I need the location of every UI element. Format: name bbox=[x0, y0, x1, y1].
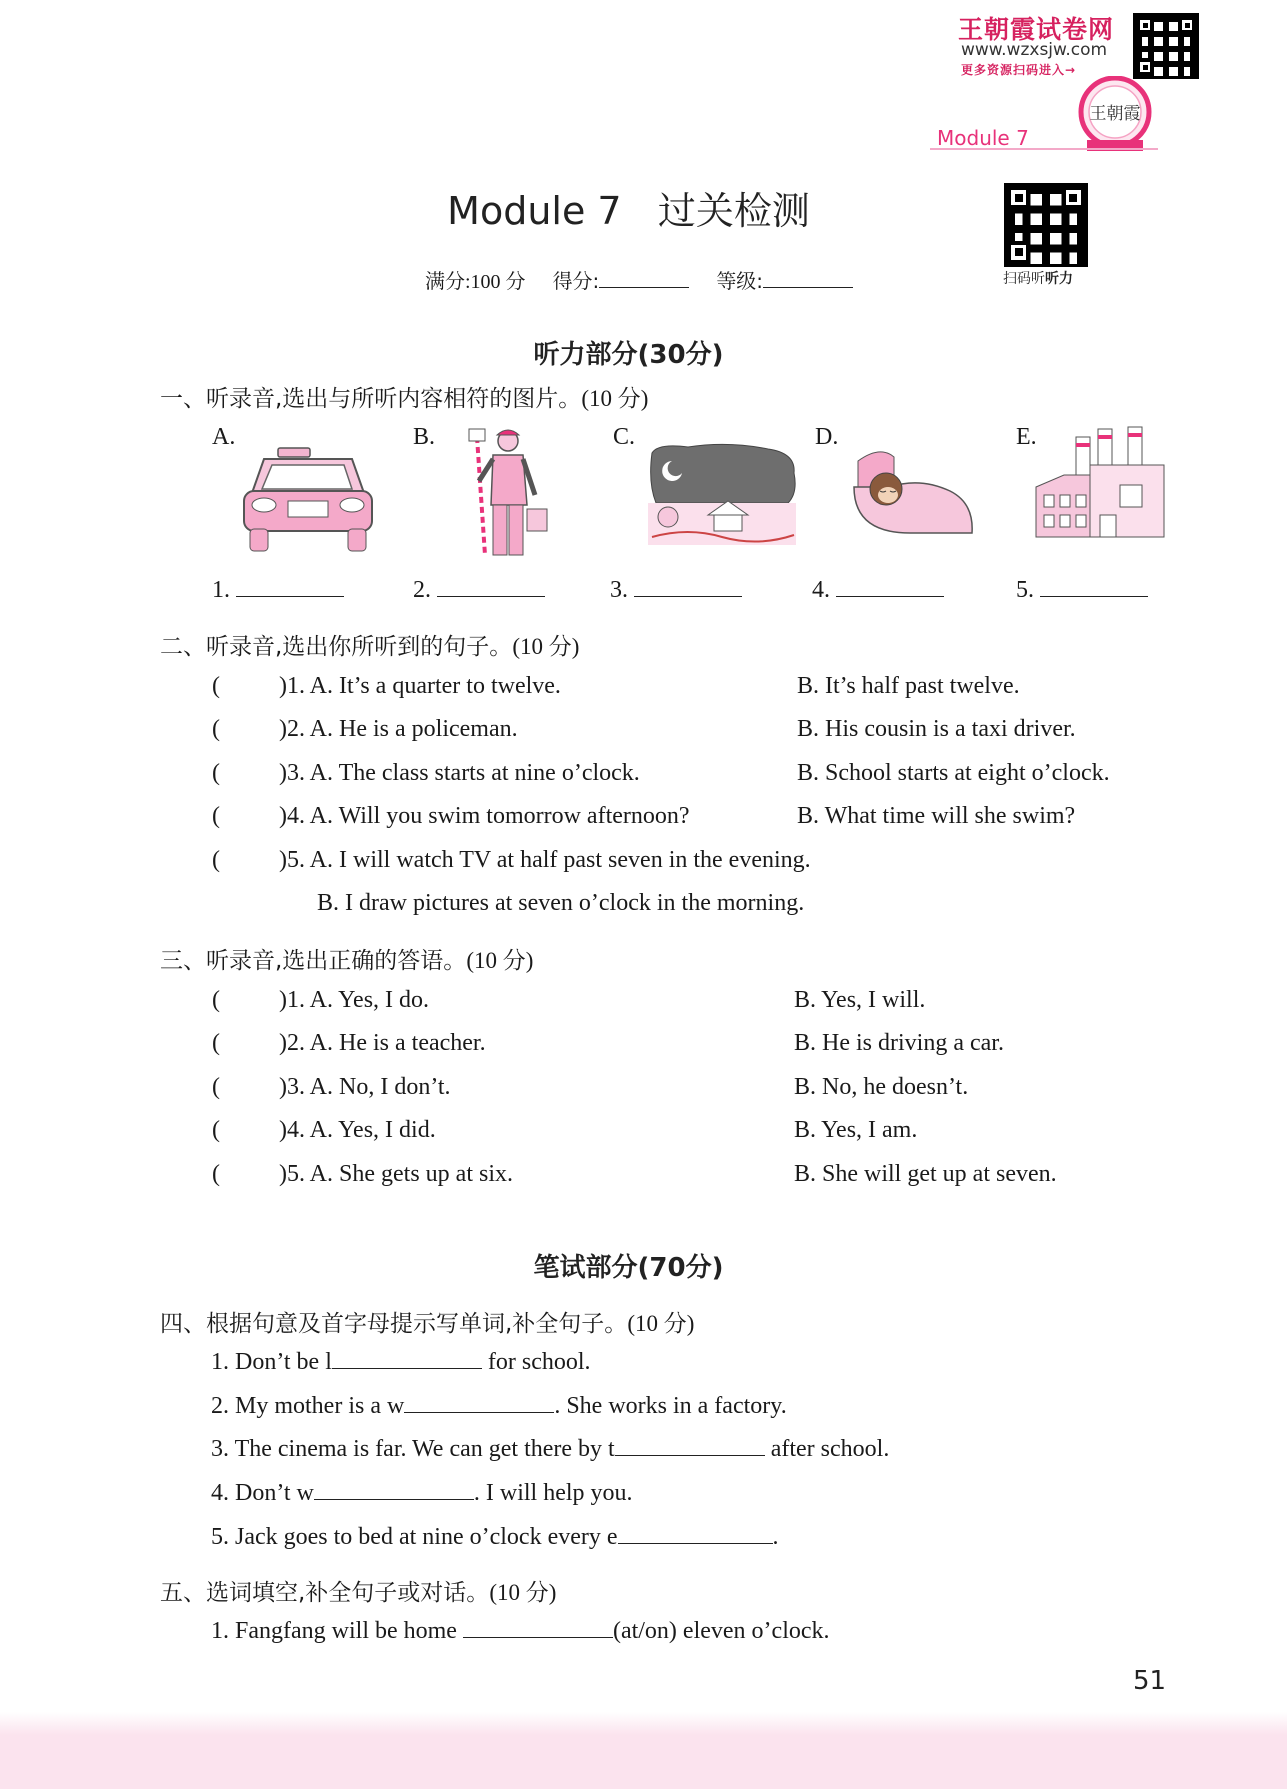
answer-line[interactable] bbox=[236, 596, 344, 597]
sec3-q4-b: B. Yes, I am. bbox=[794, 1117, 918, 1143]
sec1-blank-2 bbox=[413, 577, 545, 604]
blank-label: 2. bbox=[413, 577, 431, 603]
sec4-points: (10 分) bbox=[627, 1311, 695, 1336]
brand-qr-icon[interactable] bbox=[1133, 13, 1199, 79]
sec3-paren-3[interactable]: ( bbox=[212, 1074, 220, 1100]
q-post: (at/on) eleven o’clock. bbox=[612, 1618, 830, 1644]
night-icon bbox=[648, 443, 796, 545]
q-pre: 4. Don’t w bbox=[211, 1480, 314, 1506]
got-label: 得分: bbox=[552, 269, 600, 293]
brand-hint: 更多资源扫码进入→ bbox=[961, 63, 1077, 77]
sec3-q4-a: )4. A. Yes, I did. bbox=[279, 1117, 436, 1143]
sec3-paren-4[interactable]: ( bbox=[212, 1117, 220, 1143]
sec1-blank-5 bbox=[1016, 577, 1148, 604]
score-line bbox=[425, 265, 853, 294]
sec4-q4 bbox=[211, 1480, 633, 1507]
sec3-title: 三、听录音,选出正确的答语。 bbox=[160, 948, 467, 974]
sec3-paren-1[interactable]: ( bbox=[212, 987, 220, 1013]
sec4-q1 bbox=[211, 1349, 591, 1376]
page-number: 51 bbox=[1133, 1666, 1167, 1696]
brand-url[interactable]: www.wzxsjw.com bbox=[961, 40, 1108, 60]
qr-caption-a: 扫码听 bbox=[1003, 271, 1045, 287]
brand-name: 王朝霞试卷网 bbox=[958, 15, 1115, 44]
q-post: after school. bbox=[764, 1436, 890, 1462]
sec4-q3 bbox=[211, 1436, 889, 1463]
answer-line[interactable] bbox=[314, 1499, 474, 1500]
sec2-paren-1[interactable]: ( bbox=[212, 673, 220, 699]
sec1-heading bbox=[160, 380, 648, 413]
sec3-points: (10 分) bbox=[466, 948, 534, 973]
q-post: . She works in a factory. bbox=[554, 1393, 787, 1419]
q-pre: 2. My mother is a w bbox=[211, 1393, 405, 1419]
sec2-points: (10 分) bbox=[512, 634, 580, 659]
answer-line[interactable] bbox=[615, 1455, 765, 1456]
seal-icon bbox=[1072, 76, 1158, 156]
sec2-q5-b: B. I draw pictures at seven o’clock in the morning. bbox=[317, 890, 805, 916]
sec3-q1-a: )1. A. Yes, I do. bbox=[279, 987, 430, 1013]
q-post: . I will help you. bbox=[473, 1480, 633, 1506]
sec3-paren-2[interactable]: ( bbox=[212, 1030, 220, 1056]
sec2-q3-b: B. School starts at eight o’clock. bbox=[797, 760, 1110, 786]
full-score: 满分:100 分 bbox=[425, 271, 526, 293]
sec2-heading bbox=[160, 628, 579, 661]
sec2-paren-4[interactable]: ( bbox=[212, 803, 220, 829]
sec3-q2-a: )2. A. He is a teacher. bbox=[279, 1030, 486, 1056]
taxi-icon bbox=[240, 445, 375, 555]
sec1-blank-1 bbox=[212, 577, 344, 604]
writing-heading: 笔试部分(70分) bbox=[533, 1253, 724, 1283]
sec5-q1 bbox=[211, 1618, 830, 1645]
answer-line[interactable] bbox=[404, 1412, 554, 1413]
sec3-paren-5[interactable]: ( bbox=[212, 1161, 220, 1187]
sec3-q5-b: B. She will get up at seven. bbox=[794, 1161, 1057, 1187]
sec3-q2-b: B. He is driving a car. bbox=[794, 1030, 1004, 1056]
sec1-title: 一、听录音,选出与所听内容相符的图片。 bbox=[160, 386, 582, 412]
answer-line[interactable] bbox=[332, 1368, 482, 1369]
answer-line[interactable] bbox=[618, 1543, 773, 1544]
pic-letter-b: B. bbox=[413, 424, 436, 450]
grade-label: 等级: bbox=[716, 269, 764, 293]
q-pre: 3. The cinema is far. We can get there by t bbox=[211, 1436, 615, 1462]
blank-label: 3. bbox=[610, 577, 628, 603]
answer-line[interactable] bbox=[634, 596, 742, 597]
sec5-heading bbox=[160, 1574, 556, 1607]
page-title: Module 7 过关检测 bbox=[447, 189, 810, 233]
sec2-q2-b: B. His cousin is a taxi driver. bbox=[797, 716, 1076, 742]
sec2-q1-a: )1. A. It’s a quarter to twelve. bbox=[279, 673, 561, 699]
q-pre: 1. Fangfang will be home bbox=[211, 1618, 463, 1644]
sec2-paren-3[interactable]: ( bbox=[212, 760, 220, 786]
pic-letter-c: C. bbox=[613, 424, 636, 450]
sec1-blank-3 bbox=[610, 577, 742, 604]
sec2-q5-a: )5. A. I will watch TV at half past seven in the evening. bbox=[279, 847, 811, 873]
sec3-q3-a: )3. A. No, I don’t. bbox=[279, 1074, 451, 1100]
sec1-blank-4 bbox=[812, 577, 944, 604]
sec3-heading bbox=[160, 942, 533, 975]
sec5-points: (10 分) bbox=[489, 1580, 557, 1605]
factory-icon bbox=[1034, 425, 1166, 540]
qr-caption bbox=[1003, 268, 1073, 288]
sec4-q2 bbox=[211, 1393, 787, 1420]
grade-blank[interactable] bbox=[763, 287, 853, 288]
got-blank[interactable] bbox=[599, 287, 689, 288]
answer-line[interactable] bbox=[836, 596, 944, 597]
sec3-q3-b: B. No, he doesn’t. bbox=[794, 1074, 969, 1100]
sec2-paren-5[interactable]: ( bbox=[212, 847, 220, 873]
sec4-q5 bbox=[211, 1524, 779, 1551]
sec5-title: 五、选词填空,补全句子或对话。 bbox=[160, 1580, 490, 1606]
sec2-q4-b: B. What time will she swim? bbox=[797, 803, 1076, 829]
listening-heading: 听力部分(30分) bbox=[533, 340, 724, 370]
sec2-q1-b: B. It’s half past twelve. bbox=[797, 673, 1020, 699]
sec2-title: 二、听录音,选出你所听到的句子。 bbox=[160, 634, 513, 660]
seal-text: 王朝霞 bbox=[1089, 104, 1141, 124]
answer-line[interactable] bbox=[437, 596, 545, 597]
blank-label: 4. bbox=[812, 577, 830, 603]
sec3-q1-b: B. Yes, I will. bbox=[794, 987, 926, 1013]
sec3-q5-a: )5. A. She gets up at six. bbox=[279, 1161, 513, 1187]
sec2-q3-a: )3. A. The class starts at nine o’clock. bbox=[279, 760, 640, 786]
listening-qr-icon[interactable] bbox=[1004, 183, 1088, 267]
module-tag: Module 7 bbox=[937, 126, 1029, 150]
q-pre: 1. Don’t be l bbox=[211, 1349, 332, 1375]
sec4-title: 四、根据句意及首字母提示写单词,补全句子。 bbox=[160, 1311, 628, 1337]
footer-band bbox=[0, 1712, 1287, 1789]
pic-letter-e: E. bbox=[1016, 424, 1037, 450]
blank-label: 5. bbox=[1016, 577, 1034, 603]
painter-icon bbox=[455, 425, 555, 565]
sleeping-monkey-icon bbox=[850, 447, 975, 537]
qr-caption-b: 听力 bbox=[1045, 271, 1073, 287]
pic-letter-d: D. bbox=[815, 424, 839, 450]
sec4-heading bbox=[160, 1305, 694, 1338]
sec1-points: (10 分) bbox=[581, 386, 649, 411]
q-post: for school. bbox=[481, 1349, 591, 1375]
q-post: . bbox=[772, 1524, 779, 1550]
sec2-q2-a: )2. A. He is a policeman. bbox=[279, 716, 518, 742]
answer-line[interactable] bbox=[1040, 596, 1148, 597]
q-pre: 5. Jack goes to bed at nine o’clock every e bbox=[211, 1524, 618, 1550]
sec2-q4-a: )4. A. Will you swim tomorrow afternoon? bbox=[279, 803, 690, 829]
answer-line[interactable] bbox=[463, 1637, 613, 1638]
blank-label: 1. bbox=[212, 577, 230, 603]
pic-letter-a: A. bbox=[212, 424, 236, 450]
sec2-paren-2[interactable]: ( bbox=[212, 716, 220, 742]
